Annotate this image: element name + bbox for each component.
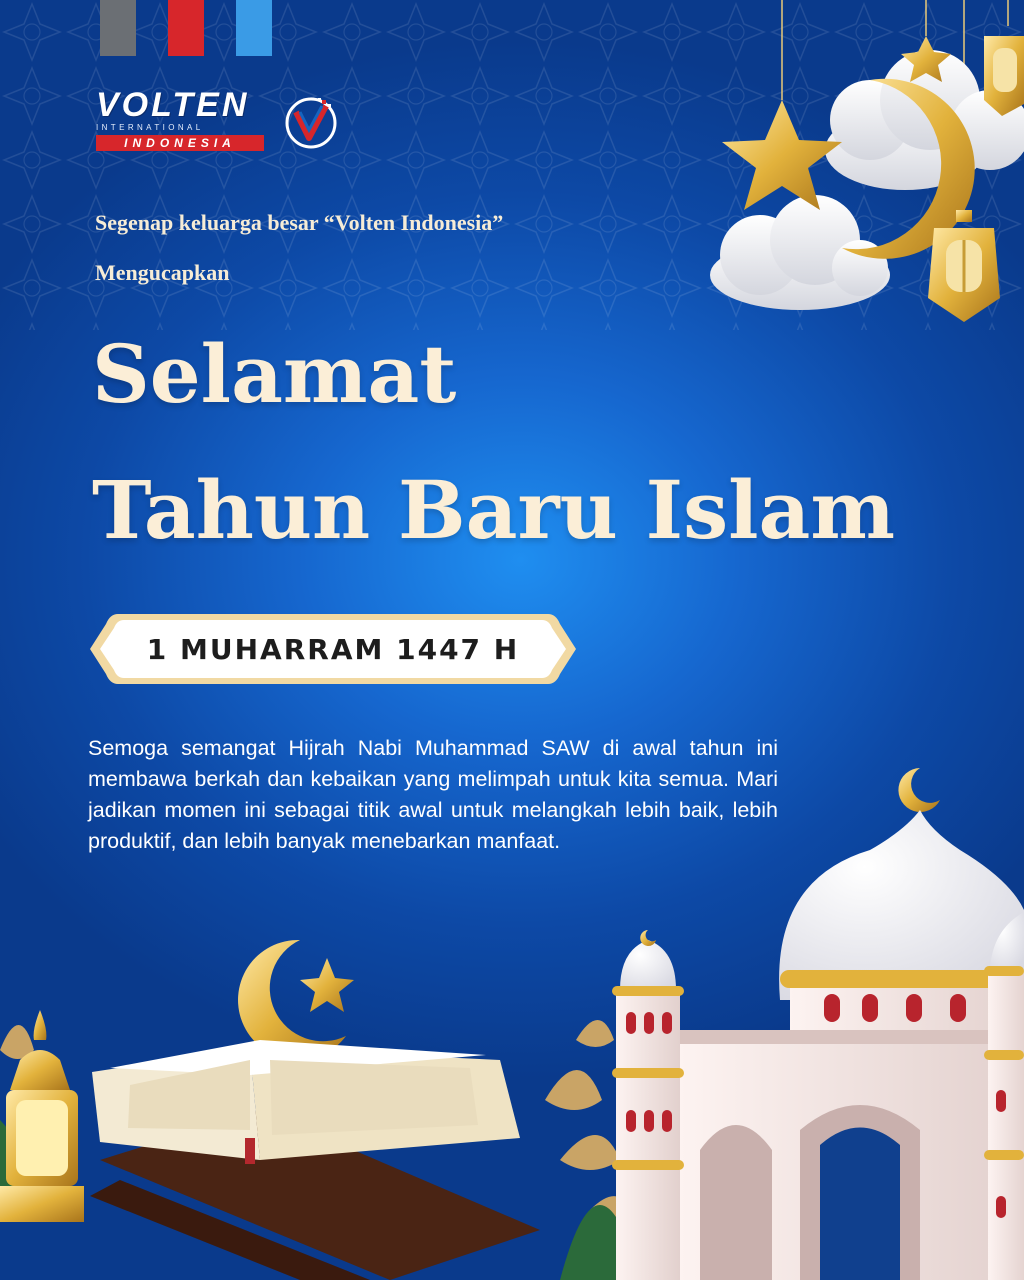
star-icon	[300, 958, 354, 1012]
lantern-icon	[984, 36, 1024, 116]
date-banner-text: 1 MUHARRAM 1447 H	[146, 632, 520, 666]
greeting-line-1: Segenap keluarga besar “Volten Indonesia”	[95, 210, 504, 235]
mosque-icon	[612, 810, 1024, 1280]
title-line-2: Tahun Baru Islam	[92, 463, 896, 557]
greeting-line-2: Mengucapkan	[95, 260, 230, 285]
quran-icon	[90, 1040, 540, 1280]
crescent-moon-icon	[898, 768, 940, 812]
title-line-1: Selamat	[92, 327, 457, 421]
logo-country-band: INDONESIA	[96, 135, 264, 151]
star-icon	[722, 100, 842, 210]
message-paragraph: Semoga semangat Hijrah Nabi Muhammad SAW di awal tahun ini membawa berkah dan kebaikan yang melimpah untuk kita semua. Mari jadikan momen ini sebagai titik awal untuk melangkah lebih baik, lebih produktif, dan lebih banyak menebarkan manfaat.	[88, 736, 778, 853]
logo-wordmark: VOLTEN	[96, 86, 250, 124]
logo-subtitle: INTERNATIONAL	[96, 123, 204, 132]
